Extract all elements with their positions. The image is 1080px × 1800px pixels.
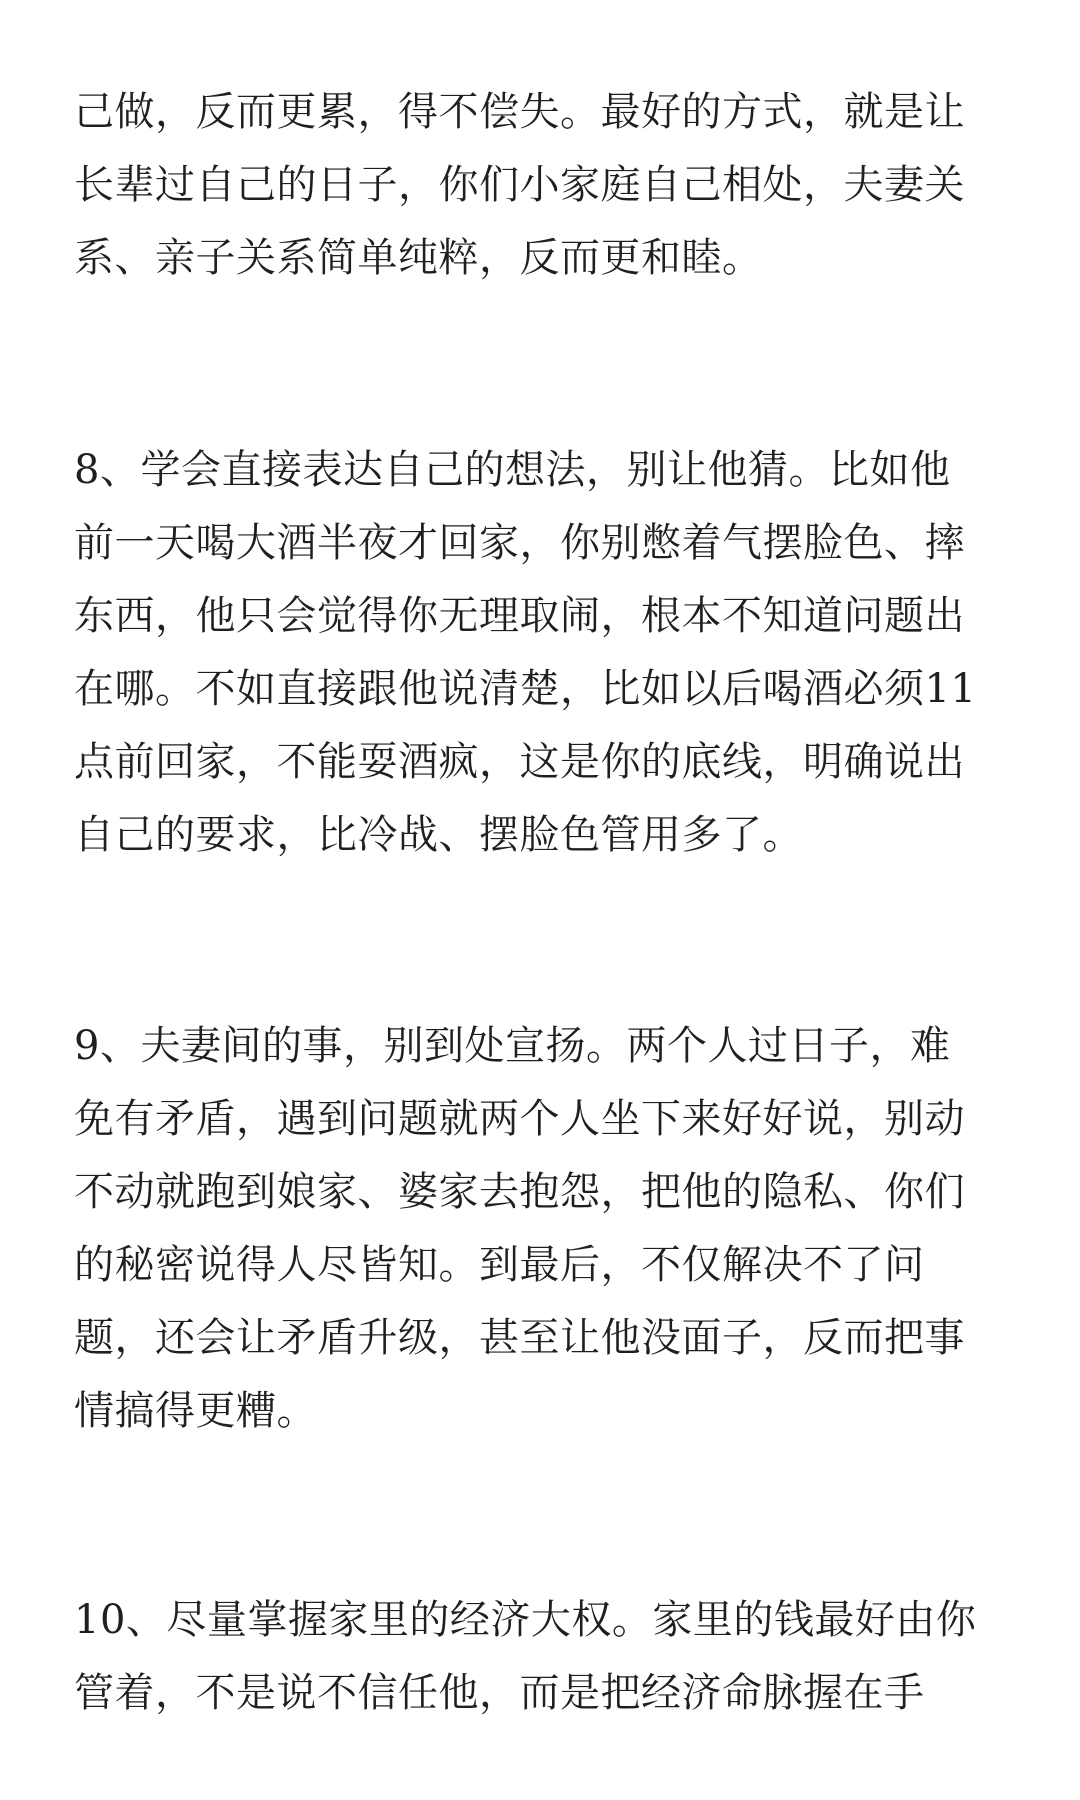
text-line: 点前回家，不能耍酒疯，这是你的底线，明确说出: [74, 739, 965, 785]
text-line: 题，还会让矛盾升级，甚至让他没面子，反而把事: [74, 1315, 965, 1361]
text-line: 9、夫妻间的事，别到处宣扬。两个人过日子，难: [74, 1023, 951, 1069]
text-line: 8、学会直接表达自己的想法，别让他猜。比如他: [74, 447, 951, 493]
paragraph-continued: [74, 76, 1006, 295]
text-line: 不动就跑到娘家、婆家去抱怨，把他的隐私、你们: [74, 1169, 965, 1215]
text-line: 系、亲子关系简单纯粹，反而更和睦。: [74, 235, 763, 281]
paragraph-tip-9: [74, 1010, 1006, 1448]
text-line: 10、尽量掌握家里的经济大权。家里的钱最好由你: [74, 1597, 977, 1643]
paragraph-tip-8: [74, 434, 1006, 872]
text-line: 情搞得更糟。: [74, 1388, 317, 1434]
text-line: 自己的要求，比冷战、摆脸色管用多了。: [74, 812, 803, 858]
text-line: 的秘密说得人尽皆知。到最后，不仅解决不了问: [74, 1242, 925, 1288]
text-line: 管着，不是说不信任他，而是把经济命脉握在手: [74, 1670, 925, 1716]
text-line: 东西，他只会觉得你无理取闹，根本不知道问题出: [74, 593, 965, 639]
text-line: 前一天喝大酒半夜才回家，你别憋着气摆脸色、摔: [74, 520, 965, 566]
text-line: 己做，反而更累，得不偿失。最好的方式，就是让: [74, 89, 965, 135]
text-line: 免有矛盾，遇到问题就两个人坐下来好好说，别动: [74, 1096, 965, 1142]
text-line: 长辈过自己的日子，你们小家庭自己相处，夫妻关: [74, 162, 965, 208]
text-line: 在哪。不如直接跟他说清楚，比如以后喝酒必须11: [74, 666, 977, 712]
paragraph-tip-10: [74, 1584, 1006, 1730]
